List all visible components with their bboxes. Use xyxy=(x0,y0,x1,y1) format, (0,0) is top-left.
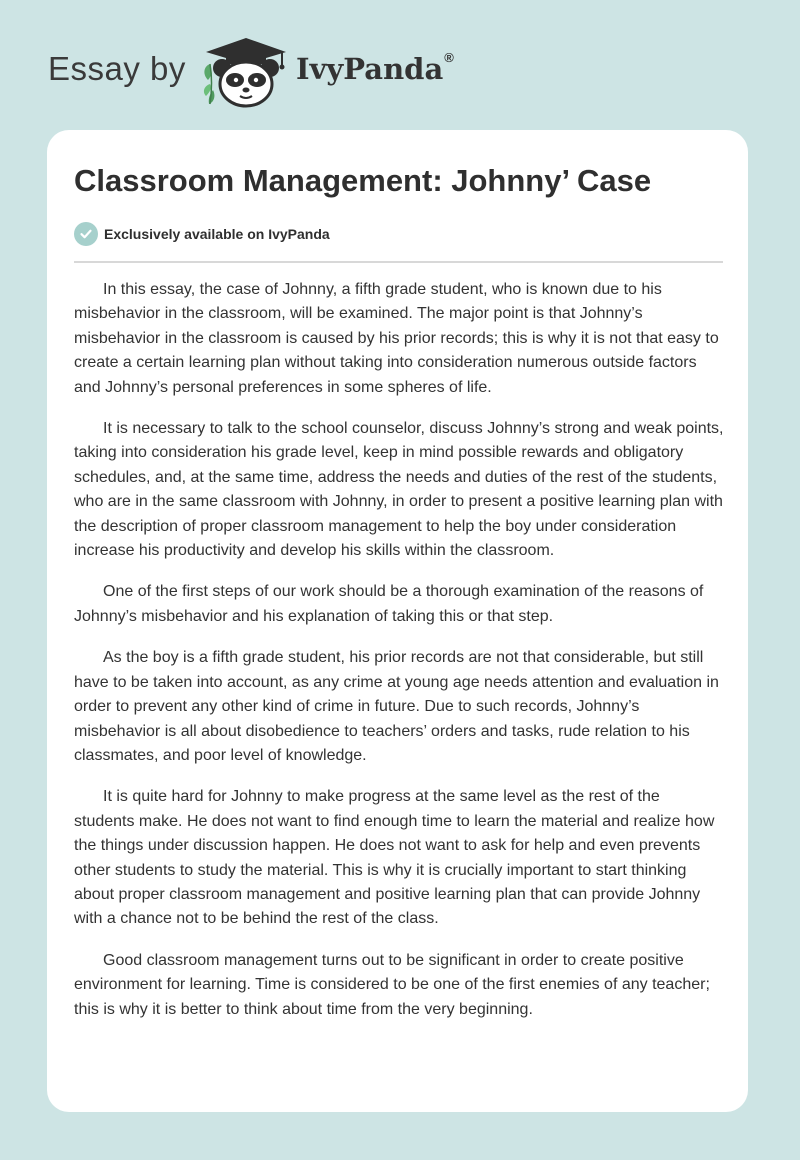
brand-text: IvyPanda xyxy=(296,52,444,86)
essay-card xyxy=(47,130,748,1112)
essay-body xyxy=(74,278,724,1039)
exclusive-badge xyxy=(74,222,330,246)
title-divider xyxy=(74,261,723,263)
registered-mark: ® xyxy=(444,50,454,65)
exclusive-badge-label: Exclusively available on IvyPanda xyxy=(104,226,330,242)
ivy-leaf-icon xyxy=(204,64,214,104)
essay-paragraph: It is necessary to talk to the school counselor, discuss Johnny’s strong and weak points, taking into consideration his grade level, keep in mind possible rewards and obligatory schedules, and, at the same time, address the needs and duties of the rest of the students, who are in the same classroom with Johnny, in order to present a positive learning plan with the description of proper classroom management to help the boy under consideration increase his productivity and develop his skills within the classroom. xyxy=(74,420,724,560)
essay-paragraph: It is quite hard for Johnny to make progress at the same level as the rest of the students make. He does not want to find enough time to learn the material and realize how the things under discussion happen. He does not want to ask for help and even prevents other students to study the material. This is why it is crucially important to start thinking about proper classroom management and positive learning plan that can provide Johnny with a chance not to be behind the rest of the class. xyxy=(74,788,715,928)
essay-paragraph: In this essay, the case of Johnny, a fifth grade student, who is known due to his misbehavior in the classroom, will be examined. The major point is that Johnny’s misbehavior in the classroom is caused by his prior records; this is why it is not that easy to create a certain learning plan without taking into consideration numerous outside factors and Johnny’s personal preferences in some spheres of life. xyxy=(74,281,719,396)
essay-paragraph: One of the first steps of our work should be a thorough examination of the reasons of Johnny’s misbehavior and his explanation of taking this or that step. xyxy=(74,583,704,625)
essay-by-label: Essay by xyxy=(48,50,186,87)
page-title: Classroom Management: Johnny’ Case xyxy=(74,163,652,198)
site-header xyxy=(0,0,800,120)
check-circle-icon xyxy=(74,222,98,246)
essay-paragraph: Good classroom management turns out to be significant in order to create positive environment for learning. Time is considered to be one of the first enemies of any teacher; this is why it is better to think about time from the very beginning. xyxy=(74,951,710,1018)
brand-name[interactable] xyxy=(296,52,454,86)
panda-logo-icon[interactable] xyxy=(200,34,292,110)
essay-paragraph: As the boy is a fifth grade student, his prior records are not that considerable, but still have to be taken into account, as any crime at young age needs attention and evaluation in order to prevent any other kind of crime in future. Due to such records, Johnny’s misbehavior is all about disobedience to teachers’ orders and tasks, rude relation to his classmates, and poor level of knowledge. xyxy=(74,649,719,764)
